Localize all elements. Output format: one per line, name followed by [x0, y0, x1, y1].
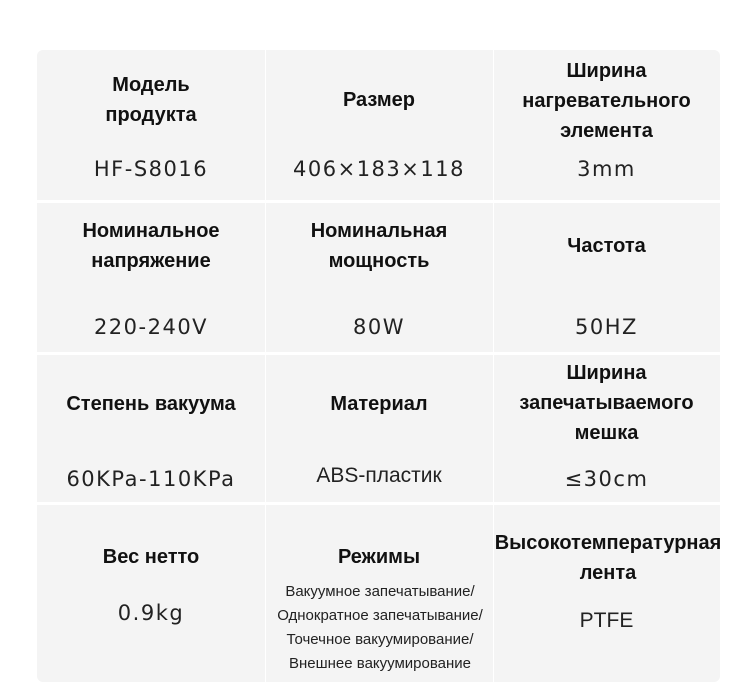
- value-voltage: 220-240V: [93, 315, 209, 339]
- value-frequency: 50HZ: [575, 315, 638, 339]
- value-net-weight: 0.9kg: [117, 601, 185, 625]
- value-ptfe-tape: PTFE: [579, 609, 634, 632]
- header-frequency: Частота: [567, 235, 646, 257]
- header-vacuum: Степень вакуума: [66, 393, 236, 415]
- value-material: ABS-пластик: [316, 464, 442, 487]
- mode-item: Точечное вакуумирование/: [286, 631, 474, 648]
- header-material: Материал: [330, 393, 428, 415]
- header-modes: Режимы: [337, 546, 421, 568]
- row-divider: [37, 200, 720, 203]
- value-size: 406×183×118: [293, 157, 465, 181]
- header-size: Размер: [342, 89, 416, 111]
- value-modes: [245, 580, 515, 676]
- header-net-weight: Вес нетто: [102, 546, 200, 568]
- value-heating-width: 3mm: [577, 157, 636, 181]
- value-bag-width: ≤30cm: [564, 467, 649, 491]
- row-divider: [37, 502, 720, 505]
- row-divider: [37, 352, 720, 355]
- header-power: Номинальная мощность: [310, 220, 448, 272]
- value-vacuum: 60KPa-110KPa: [66, 467, 236, 491]
- header-heating-width: Ширина нагревательного элемента: [522, 60, 691, 142]
- header-bag-width: Ширина запечатываемого мешка: [519, 362, 694, 444]
- header-voltage: Номинальное напряжение: [82, 220, 220, 272]
- value-model: HF-S8016: [93, 157, 209, 181]
- mode-item: Вакуумное запечатывание/: [285, 583, 475, 600]
- mode-item: Однократное запечатывание/: [277, 607, 483, 624]
- value-power: 80W: [353, 315, 405, 339]
- header-ptfe-tape: Высокотемпературная лента: [494, 532, 722, 584]
- mode-item: Внешнее вакуумирование: [288, 655, 472, 672]
- header-model: Модель продукта: [105, 74, 197, 126]
